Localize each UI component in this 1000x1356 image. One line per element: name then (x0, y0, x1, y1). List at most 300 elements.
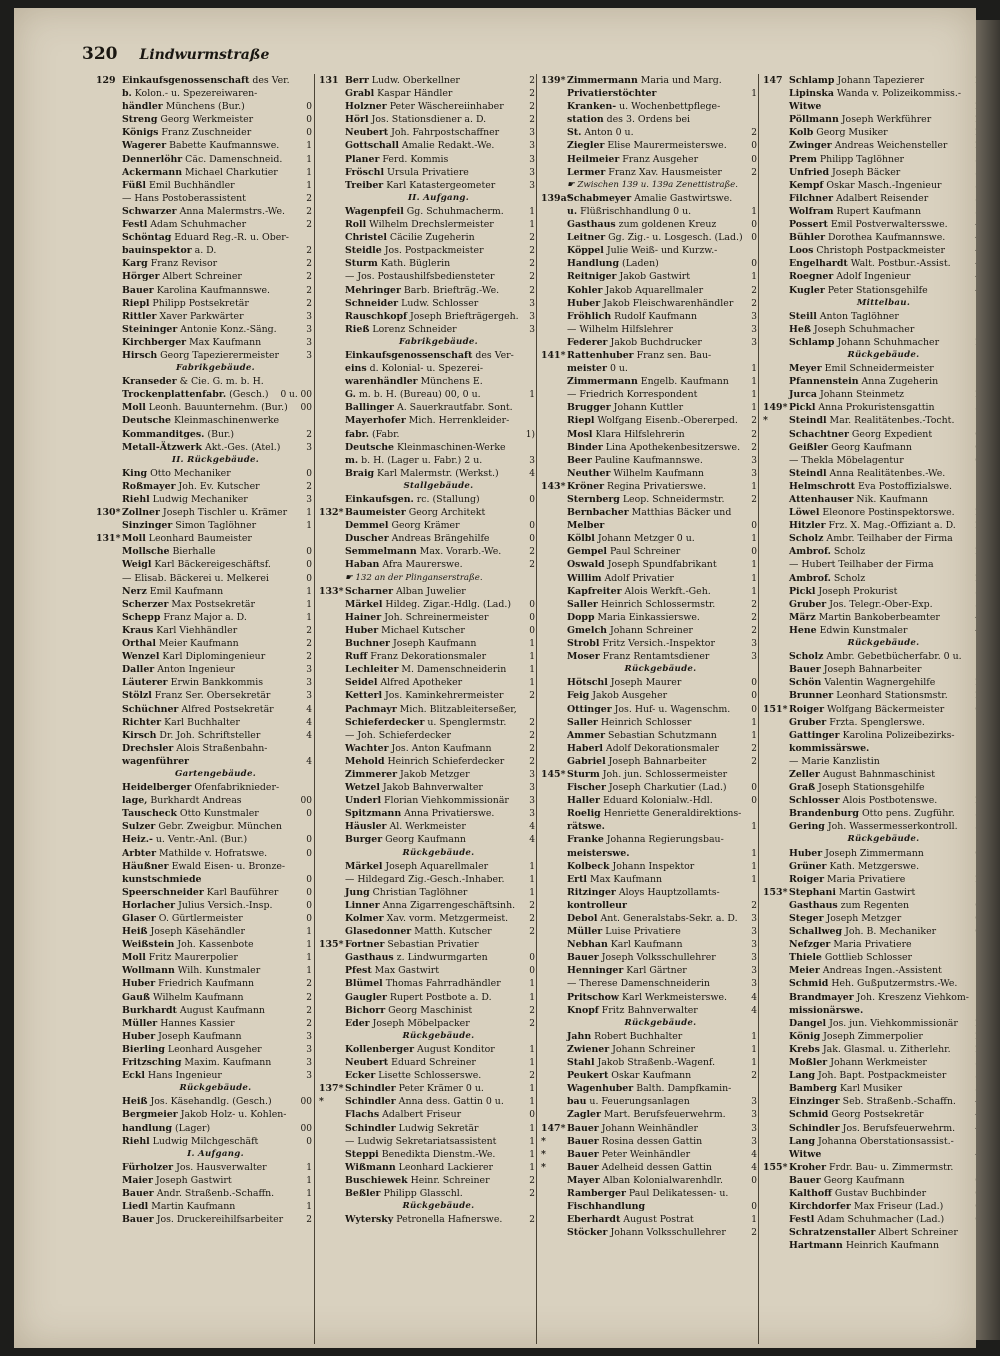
entry-text: Scholz Ambr. Gebetbücherfabr. 0 u. (789, 651, 962, 663)
house-number: 137* (319, 1083, 344, 1095)
entry-text: Sturm Joh. jun. Schlossermeister (567, 768, 728, 780)
directory-entry (759, 467, 983, 480)
floor-number: 1 (529, 1058, 535, 1069)
entry-text: m. b. H. (Lager u. Fabr.) 2 u. (345, 454, 483, 466)
entry-text: Eder Joseph Möbelpacker (345, 1017, 470, 1029)
entry-text: Schindler Ludwig Sekretär (345, 1122, 479, 1134)
floor-number: 1 (306, 612, 312, 623)
entry-text: Bühler Dorothea Kaufmannswe. (789, 232, 946, 244)
directory-entry (537, 192, 759, 205)
directory-entry (537, 912, 759, 925)
directory-entry (315, 781, 537, 794)
entry-text: Berr Ludw. Oberkellner (345, 75, 460, 86)
entry-text: Moll Fritz Maurerpolier (122, 952, 238, 964)
entry-text: Lang Joh. Bapt. Postpackmeister (789, 1070, 947, 1082)
directory-entry (759, 1082, 983, 1095)
directory-entry (315, 284, 537, 297)
directory-entry (315, 768, 537, 781)
entry-text: Knopf Fritz Bahnverwalter (567, 1004, 698, 1016)
entry-text: Riehl Ludwig Mechaniker (122, 494, 248, 505)
directory-entry (537, 899, 759, 912)
entry-text: Brandenburg Otto pens. Zugführ. (789, 808, 955, 820)
entry-text: Steininger Antonie Konz.-Säng. (122, 323, 277, 335)
entry-text: Gartengebäude. (174, 768, 257, 779)
directory-entry (759, 336, 983, 349)
entry-text: Daller Anton Ingenieur (122, 664, 235, 676)
directory-entry (315, 375, 537, 388)
directory-entry (315, 1095, 537, 1108)
entry-text: Sulzer Gebr. Zweigbur. München (122, 821, 282, 833)
floor-number: 3 (529, 180, 535, 191)
floor-number: 1 (751, 874, 757, 885)
directory-entry (537, 310, 759, 323)
entry-text: II. Rückgebäude. (171, 454, 260, 465)
directory-entry (315, 87, 537, 100)
directory-entry (92, 611, 314, 624)
house-number: 147 (763, 75, 783, 86)
directory-entry (92, 572, 314, 585)
directory-entry (92, 310, 314, 323)
floor-number: 0 u. 00 (280, 390, 312, 401)
section-heading (315, 1200, 537, 1213)
directory-entry (759, 87, 983, 100)
entry-text: Pöllmann Joseph Werkführer (789, 114, 932, 126)
entry-text: Fröschl Ursula Privatiere (345, 166, 469, 178)
section-heading (92, 454, 314, 467)
directory-entry (537, 532, 759, 545)
floor-number: 2 (751, 128, 757, 139)
directory-entry (315, 663, 537, 676)
entry-text: Gabriel Joseph Bahnarbeiter (567, 755, 707, 767)
directory-entry (92, 833, 314, 846)
entry-text: Rittler Xaver Parkwärter (122, 310, 244, 322)
entry-text: Ambrof. Scholz (789, 572, 866, 584)
directory-entry (759, 179, 983, 192)
directory-entry (759, 1004, 983, 1017)
floor-number: 3 (306, 1031, 312, 1042)
entry-text: Heilmeier Franz Ausgeher (567, 153, 699, 165)
entry-text: Lechleiter M. Damenschneiderin (345, 664, 507, 676)
house-number: 153* (763, 886, 788, 898)
directory-entry (315, 925, 537, 938)
directory-entry (537, 847, 759, 860)
entry-text: Bichorr Georg Maschinist (345, 1004, 473, 1016)
directory-entry (759, 663, 983, 676)
directory-entry (759, 689, 983, 702)
entry-text: — Thekla Möbelagentur (789, 454, 904, 466)
page-header (82, 44, 269, 66)
entry-text: Hartmann Heinrich Kaufmann (789, 1240, 939, 1252)
directory-entry (315, 1187, 537, 1200)
floor-number: 0 (306, 874, 312, 885)
entry-text: Grüner Kath. Metzgerswe. (789, 860, 920, 872)
entry-text: Ritzinger Aloys Hauptzollamts- (567, 886, 720, 898)
entry-text: Kölbl Johann Metzger 0 u. (567, 533, 695, 545)
floor-number: 1 (529, 652, 535, 663)
directory-entry (315, 585, 537, 598)
directory-entry (759, 951, 983, 964)
directory-entry (315, 1082, 537, 1095)
entry-text: Häusler Al. Werkmeister (345, 821, 466, 833)
entry-text: Schlosser Alois Postbotenswe. (789, 795, 938, 807)
entry-text: Mittelbau. (856, 297, 911, 308)
directory-entry (315, 742, 537, 755)
floor-number: 1 (529, 979, 535, 990)
directory-entry (315, 454, 537, 467)
entry-text: Dangel Jos. jun. Viehkommissionär (789, 1017, 958, 1029)
directory-entry (759, 1135, 983, 1148)
directory-entry (315, 428, 537, 441)
floor-number: 3 (751, 311, 757, 322)
directory-entry (537, 585, 759, 598)
floor-number: 2 (751, 625, 757, 636)
floor-number: 1 (751, 1058, 757, 1069)
entry-text: St. Anton 0 u. (567, 127, 634, 139)
entry-text: Bauer Rosina dessen Gattin (567, 1135, 703, 1147)
floor-number: 0 (751, 259, 757, 270)
floor-number: 1 (306, 154, 312, 165)
directory-entry (537, 676, 759, 689)
section-heading (759, 297, 983, 310)
floor-number: 2 (751, 495, 757, 505)
directory-entry (759, 938, 983, 951)
entry-text: Kranseder & Cie. G. m. b. H. (122, 376, 264, 388)
directory-entry (92, 650, 314, 663)
entry-text: Saller Heinrich Schlossermstr. (567, 598, 716, 610)
entry-text: Zimmermann Maria und Marg. (567, 75, 722, 86)
entry-text: Roegner Adolf Ingenieur (789, 271, 911, 283)
directory-entry (537, 362, 759, 375)
entry-text: Spitzmann Anna Privatierswe. (345, 808, 495, 820)
floor-number: 3 (751, 1123, 757, 1134)
floor-number: 2 (306, 992, 312, 1003)
entry-text: Federer Jakob Buchdrucker (567, 336, 702, 348)
directory-entry (92, 192, 314, 205)
directory-entry (92, 1122, 314, 1135)
entry-text: meisterswe. (567, 847, 630, 859)
directory-entry (537, 1226, 759, 1239)
entry-text: Bauer Jos. Druckereihilfsarbeiter (122, 1214, 284, 1226)
directory-entry (92, 139, 314, 152)
entry-text: Nefzger Maria Privatiere (789, 939, 912, 951)
entry-text: Steill Anton Taglöhner (789, 310, 899, 322)
directory-entry (92, 506, 314, 519)
directory-entry (315, 270, 537, 283)
directory-entry (759, 139, 983, 152)
floor-number: 1 (529, 1044, 535, 1055)
entry-text: Einkaufsgen. rc. (Stallung) (345, 494, 480, 505)
section-heading (315, 336, 537, 349)
directory-entry (92, 126, 314, 139)
entry-text: Tauscheck Otto Kunstmaler (122, 808, 259, 820)
directory-entry (92, 414, 314, 427)
entry-text: Zimmerer Jakob Metzger (345, 768, 470, 780)
directory-entry (759, 1213, 983, 1226)
entry-text: — Wilhelm Hilfslehrer (567, 323, 673, 335)
floor-number: 3 (529, 141, 535, 152)
directory-entry (315, 310, 537, 323)
floor-number: 1 (751, 717, 757, 728)
floor-number: 1 (529, 861, 535, 872)
floor-number: 3 (306, 324, 312, 335)
entry-text: Wetzel Jakob Bahnverwalter (345, 782, 483, 794)
floor-number: 3 (306, 337, 312, 348)
section-heading (92, 362, 314, 375)
floor-number: 1 (529, 1084, 535, 1095)
floor-number: 2 (751, 599, 757, 610)
directory-entry (759, 414, 983, 427)
columns-container (92, 74, 982, 1344)
entry-text: Roelig Henriette Generaldirektions- (567, 808, 742, 820)
entry-text: Zwinger Andreas Weichensteller (789, 140, 948, 152)
entry-text: Handlung (Laden) (567, 258, 659, 270)
entry-text: Pickl Anna Prokuristensgattin (789, 402, 935, 414)
entry-text: — Friedrich Korrespondent (567, 389, 698, 401)
entry-text: Roiger Wolfgang Bäckermeister (789, 703, 945, 715)
directory-entry (315, 205, 537, 218)
directory-entry (315, 441, 537, 454)
directory-entry (92, 244, 314, 257)
entry-text: Schlamp Johann Schuhmacher (789, 336, 940, 348)
entry-text: Huber Friedrich Kaufmann (122, 978, 255, 990)
entry-text: Pfest Max Gastwirt (345, 965, 440, 977)
directory-entry (759, 1095, 983, 1108)
entry-text: Hirsch Georg Tapezierermeister (122, 349, 279, 361)
entry-text: Buschiewek Heinr. Schreiner (345, 1174, 490, 1186)
section-heading (315, 847, 537, 860)
directory-entry (315, 833, 537, 846)
directory-entry (315, 716, 537, 729)
directory-entry (537, 480, 759, 493)
entry-text: Füßl Emil Buchhändler (122, 179, 235, 191)
floor-number: 2 (529, 1175, 535, 1186)
entry-text: — Ludwig Sekretariatsassistent (345, 1135, 497, 1147)
floor-number: 3 (529, 796, 535, 807)
floor-number: 3 (306, 1044, 312, 1055)
directory-entry (537, 467, 759, 480)
directory-entry (759, 74, 983, 87)
directory-entry (315, 1056, 537, 1069)
directory-entry (759, 401, 983, 414)
directory-entry (315, 899, 537, 912)
floor-number: 3 (306, 691, 312, 702)
entry-text: Kroher Frdr. Bau- u. Zimmermstr. (789, 1161, 954, 1173)
directory-entry (315, 873, 537, 886)
entry-text: Prem Philipp Taglöhner (789, 153, 905, 165)
floor-number: 3 (306, 1071, 312, 1082)
floor-number: 2 (529, 914, 535, 924)
entry-text: Witwe (789, 101, 822, 113)
entry-text: Graß Joseph Stationsgehilfe (789, 782, 925, 794)
floor-number: 2 (306, 259, 312, 270)
directory-entry (92, 951, 314, 964)
floor-number: 2 (529, 1215, 535, 1226)
entry-text: Fortner Sebastian Privatier (345, 939, 479, 951)
directory-entry (315, 886, 537, 899)
entry-text: Kohler Jakob Aquarellmaler (567, 284, 704, 296)
directory-entry (92, 467, 314, 480)
floor-number: 1 (529, 874, 535, 885)
entry-text: Gasthaus zum Regenten (789, 899, 910, 911)
entry-text: Speerschneider Karl Bauführer (122, 886, 279, 898)
entry-text: Schallweg Joh. B. Mechaniker (789, 926, 937, 938)
floor-number: 1 (751, 848, 757, 859)
directory-entry (315, 951, 537, 964)
directory-entry (537, 860, 759, 873)
entry-text: Fürholzer Jos. Hausverwalter (122, 1161, 267, 1173)
column-1 (92, 74, 314, 1344)
floor-number: 2 (529, 1005, 535, 1016)
directory-entry (315, 362, 537, 375)
entry-text: Bauer Peter Weinhändler (567, 1148, 691, 1160)
directory-entry (537, 650, 759, 663)
entry-text: Festl Adam Schuhmacher (122, 219, 247, 231)
floor-number: 0 (751, 678, 757, 689)
house-number: * (541, 1161, 546, 1173)
directory-entry (537, 598, 759, 611)
directory-entry (315, 977, 537, 990)
entry-text: G. m. b. H. (Bureau) 00, 0 u. (345, 389, 481, 401)
directory-entry (759, 231, 983, 244)
directory-entry (92, 532, 314, 545)
floor-number: 2 (529, 259, 535, 270)
directory-entry (92, 1069, 314, 1082)
floor-number: 2 (306, 481, 312, 492)
entry-text: Planer Ferd. Kommis (345, 153, 449, 165)
directory-entry (537, 768, 759, 781)
directory-entry (92, 87, 314, 100)
entry-text: Bauer Joseph Bahnarbeiter (789, 664, 922, 676)
directory-entry (315, 1148, 537, 1161)
page-number: 320 (82, 44, 118, 64)
directory-entry (92, 781, 314, 794)
house-number: 135* (319, 939, 344, 951)
entry-text: Schön Valentin Wagnergehilfe (789, 677, 936, 689)
entry-text: Possert Emil Postverwaltersswe. (789, 219, 948, 231)
directory-entry (759, 192, 983, 205)
entry-text: Ottinger Jos. Huf- u. Wagenschm. (567, 703, 731, 715)
directory-entry (92, 873, 314, 886)
directory-entry (759, 1030, 983, 1043)
entry-text: Fröhlich Rudolf Kaufmann (567, 310, 697, 322)
directory-entry (315, 820, 537, 833)
entry-text: Schindler Anna dess. Gattin 0 u. (345, 1096, 504, 1108)
floor-number: 0 (306, 560, 312, 571)
floor-number: 1 (529, 1097, 535, 1108)
floor-number: 1 (751, 730, 757, 741)
entry-text: Ammer Sebastian Schutzmann (567, 729, 717, 741)
floor-number: 0 (529, 966, 535, 977)
floor-number: 4 (751, 1162, 757, 1173)
floor-number: 0 (529, 599, 535, 610)
entry-text: Gattinger Karolina Polizeibezirks- (789, 729, 955, 741)
directory-entry (92, 938, 314, 951)
floor-number: 0 (306, 835, 312, 846)
entry-text: Maier Joseph Gastwirt (122, 1174, 232, 1186)
entry-text: Scholz Ambr. Teilhaber der Firma (789, 533, 953, 545)
directory-entry (315, 218, 537, 231)
entry-text: II. Aufgang. (407, 192, 470, 203)
directory-entry (315, 100, 537, 113)
entry-text: Stölzl Franz Ser. Obersekretär (122, 690, 271, 702)
directory-entry (92, 558, 314, 571)
section-heading (759, 637, 983, 650)
floor-number: 0 (751, 141, 757, 152)
entry-text: Glaser O. Gürtlermeister (122, 913, 243, 924)
directory-entry (759, 1161, 983, 1174)
directory-entry (537, 820, 759, 833)
directory-entry (537, 139, 759, 152)
floor-number: 1 (529, 390, 535, 401)
directory-entry (92, 637, 314, 650)
directory-entry (759, 1200, 983, 1213)
section-heading (315, 192, 537, 205)
directory-entry (537, 218, 759, 231)
directory-entry (92, 689, 314, 702)
entry-text: Weißstein Joh. Kassenbote (122, 939, 254, 951)
entry-text: Hene Edwin Kunstmaler (789, 624, 908, 636)
directory-entry (315, 1004, 537, 1017)
directory-entry (537, 925, 759, 938)
entry-text: Burkhardt August Kaufmann (122, 1004, 265, 1016)
entry-text: Läuterer Erwin Bankkommis (122, 677, 264, 689)
directory-entry (92, 676, 314, 689)
directory-entry (537, 297, 759, 310)
entry-text: Wagerer Babette Kaufmannswe. (122, 140, 280, 152)
directory-entry (759, 742, 983, 755)
directory-entry (92, 703, 314, 716)
entry-text: Glasedonner Matth. Kutscher (345, 926, 492, 938)
entry-text: Helmschrott Eva Postoffizialswe. (789, 480, 953, 492)
directory-entry (315, 807, 537, 820)
entry-text: Einkaufsgenossenschaft des Ver- (345, 349, 514, 361)
directory-entry (537, 964, 759, 977)
entry-text: Kugler Peter Stationsgehilfe (789, 284, 928, 296)
entry-text: Eckl Hans Ingenieur (122, 1070, 222, 1082)
directory-entry (537, 493, 759, 506)
entry-text: Stephani Martin Gastwirt (789, 886, 916, 898)
entry-text: Rückgebäude. (624, 664, 697, 675)
floor-number: 1 (529, 887, 535, 898)
entry-text: Brugger Johann Kuttler (567, 402, 684, 414)
directory-entry (537, 624, 759, 637)
entry-text: Wachter Jos. Anton Kaufmann (345, 742, 492, 754)
house-number: 132* (319, 507, 344, 519)
directory-entry (92, 1108, 314, 1121)
directory-entry (537, 113, 759, 126)
floor-number: 3 (306, 495, 312, 505)
directory-entry (537, 323, 759, 336)
floor-number: 1 (306, 953, 312, 964)
entry-text: Liedl Martin Kaufmann (122, 1201, 236, 1213)
directory-entry (92, 480, 314, 493)
entry-text: Steindl Anna Realitätenbes.-We. (789, 467, 946, 479)
directory-entry (92, 270, 314, 283)
floor-number: 2 (751, 756, 757, 767)
directory-entry (315, 1069, 537, 1082)
floor-number: 2 (529, 560, 535, 571)
directory-entry (537, 1148, 759, 1161)
floor-number: 0 (306, 573, 312, 584)
floor-number: 2 (529, 1188, 535, 1199)
floor-number: 0 (529, 612, 535, 623)
directory-entry (537, 1108, 759, 1121)
directory-entry (759, 611, 983, 624)
directory-entry (315, 1174, 537, 1187)
floor-number: 3 (751, 337, 757, 348)
floor-number: 00 (300, 1097, 312, 1108)
directory-entry (92, 1200, 314, 1213)
